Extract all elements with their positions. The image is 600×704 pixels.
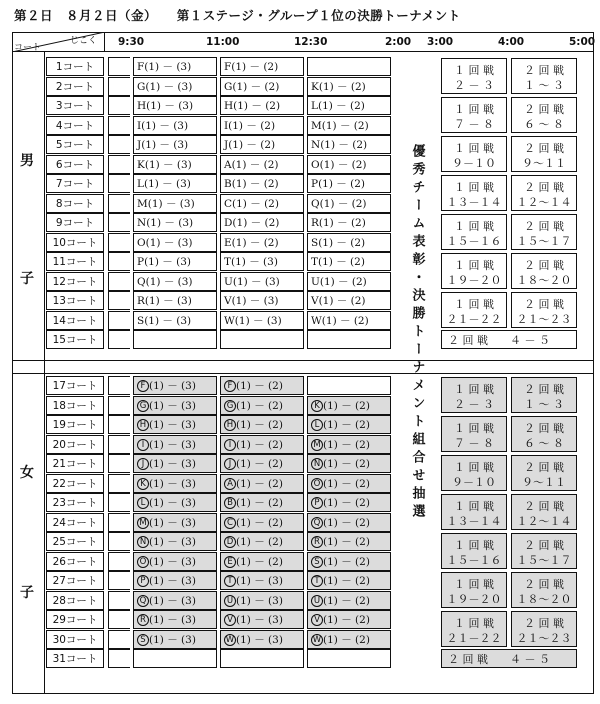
circled-group-letter: F — [224, 380, 236, 392]
slot-gutter — [108, 135, 130, 154]
slot-gutter — [108, 571, 130, 590]
match-cell: A(1) － (2) — [220, 155, 304, 174]
match-cell: I(1) － (3) — [133, 116, 217, 135]
match-score: (1) － (2) — [236, 380, 283, 392]
match-cell — [220, 630, 304, 649]
match-cell — [220, 376, 304, 395]
second-round-box: ２ 回 戦 ６ ～ ８ — [511, 416, 577, 452]
first-round-box: １ 回 戦 ７ － ８ — [441, 97, 507, 133]
circled-group-letter: O — [311, 478, 323, 490]
circled-group-letter: G — [224, 400, 236, 412]
circled-group-letter: H — [224, 419, 236, 431]
match-cell: K(1) － (3) — [133, 155, 217, 174]
match-score: (1) － (2) — [236, 419, 283, 431]
match-cell: U(1) － (2) — [307, 272, 391, 291]
circled-group-letter: A — [224, 478, 236, 490]
circled-group-letter: F — [137, 380, 149, 392]
match-score: (1) － (2) — [323, 458, 370, 470]
circled-group-letter: U — [224, 595, 236, 607]
court-label: 9コート — [46, 213, 104, 232]
match-cell: R(1) － (3) — [133, 291, 217, 310]
match-cell: N(1) － (2) — [307, 135, 391, 154]
second-round-box: ２ 回 戦 ９～１１ — [511, 455, 577, 491]
slot-gutter — [108, 513, 130, 532]
match-cell: M(1) － (3) — [133, 194, 217, 213]
circled-group-letter: E — [224, 556, 236, 568]
court-label: 8コート — [46, 194, 104, 213]
match-cell — [220, 396, 304, 415]
match-cell — [133, 493, 217, 512]
match-score: (1) － (2) — [236, 497, 283, 509]
circled-group-letter: B — [224, 497, 236, 509]
match-cell — [307, 649, 391, 668]
match-score: (1) － (2) — [236, 477, 283, 490]
match-cell — [133, 435, 217, 454]
match-score: (1) － (2) — [236, 536, 283, 548]
match-cell — [220, 415, 304, 434]
court-header-label: コート — [14, 43, 42, 53]
match-cell — [133, 532, 217, 551]
circled-group-letter: D — [224, 536, 236, 548]
match-cell — [133, 552, 217, 571]
first-round-box: １ 回 戦 １５－１６ — [441, 533, 507, 569]
girls-label: 子 — [20, 585, 34, 601]
match-score: (1) － (3) — [236, 614, 283, 626]
match-cell — [220, 571, 304, 590]
match-score: (1) － (2) — [236, 516, 283, 529]
circled-group-letter: P — [311, 497, 323, 509]
slot-gutter — [108, 552, 130, 571]
match-cell: W(1) － (3) — [220, 311, 304, 330]
match-cell: L(1) － (3) — [133, 174, 217, 193]
second-round-box: ２ 回 戦 ２１～２３ — [511, 292, 577, 328]
match-cell — [307, 415, 391, 434]
court-label: 29コート — [46, 610, 104, 629]
court-label: 1コート — [46, 57, 104, 76]
slot-gutter — [108, 252, 130, 271]
first-round-box: １ 回 戦 ９－１０ — [441, 455, 507, 491]
match-cell: G(1) － (3) — [133, 77, 217, 96]
court-label: 26コート — [46, 552, 104, 571]
match-cell — [133, 649, 217, 668]
first-round-box: １ 回 戦 １５－１６ — [441, 214, 507, 250]
match-cell: W(1) － (2) — [307, 311, 391, 330]
match-score: (1) － (3) — [149, 575, 196, 587]
match-cell: B(1) － (2) — [220, 174, 304, 193]
court-label: 13コート — [46, 291, 104, 310]
time-label: 2:00 — [385, 36, 412, 48]
girls-label: 女 — [20, 465, 34, 481]
court-label: 30コート — [46, 630, 104, 649]
match-score: (1) － (3) — [149, 594, 196, 607]
slot-gutter — [108, 376, 130, 395]
match-score: (1) － (2) — [323, 419, 370, 431]
circled-group-letter: H — [137, 419, 149, 431]
circled-group-letter: L — [311, 419, 323, 431]
match-score: (1) － (2) — [323, 594, 370, 607]
slot-gutter — [108, 291, 130, 310]
match-cell: O(1) － (3) — [133, 233, 217, 252]
match-cell — [220, 552, 304, 571]
slot-gutter — [108, 116, 130, 135]
match-score: (1) － (3) — [149, 536, 196, 548]
court-label: 21コート — [46, 454, 104, 473]
match-score: (1) － (2) — [323, 399, 370, 412]
time-label: 11:00 — [206, 36, 240, 48]
circled-group-letter: U — [311, 595, 323, 607]
slot-gutter — [108, 591, 130, 610]
match-cell — [133, 571, 217, 590]
match-cell: J(1) － (2) — [220, 135, 304, 154]
match-cell: H(1) － (2) — [220, 96, 304, 115]
time-label: 9:30 — [118, 36, 145, 48]
slot-gutter — [108, 435, 130, 454]
match-score: (1) － (3) — [149, 516, 196, 529]
slot-gutter — [108, 213, 130, 232]
circled-group-letter: T — [224, 575, 236, 587]
court-label: 19コート — [46, 415, 104, 434]
girls-final-box: ２ 回 戦 ４ － ５ — [441, 649, 577, 668]
court-label: 27コート — [46, 571, 104, 590]
first-round-box: １ 回 戦 ７ － ８ — [441, 416, 507, 452]
match-cell: H(1) － (3) — [133, 96, 217, 115]
court-label: 11コート — [46, 252, 104, 271]
match-cell: L(1) － (2) — [307, 96, 391, 115]
match-cell — [307, 552, 391, 571]
match-score: (1) － (2) — [323, 575, 370, 587]
match-cell: R(1) － (2) — [307, 213, 391, 232]
circled-group-letter: Q — [137, 595, 149, 607]
slot-gutter — [108, 174, 130, 193]
circled-group-letter: P — [137, 575, 149, 587]
circled-group-letter: N — [311, 458, 323, 470]
match-cell: F(1) － (3) — [133, 57, 217, 76]
slot-gutter — [108, 649, 130, 668]
court-label: 24コート — [46, 513, 104, 532]
match-cell — [307, 513, 391, 532]
first-round-box: １ 回 戦 １３－１４ — [441, 494, 507, 530]
match-score: (1) － (2) — [323, 477, 370, 490]
match-score: (1) － (3) — [149, 633, 196, 646]
match-score: (1) － (3) — [149, 438, 196, 451]
match-cell — [133, 330, 217, 349]
court-label: 20コート — [46, 435, 104, 454]
circled-group-letter: I — [224, 439, 236, 451]
match-cell — [220, 493, 304, 512]
slot-gutter — [108, 610, 130, 629]
slot-gutter — [108, 630, 130, 649]
court-label: 28コート — [46, 591, 104, 610]
circled-group-letter: R — [311, 536, 323, 548]
slot-gutter — [108, 272, 130, 291]
match-cell: F(1) － (2) — [220, 57, 304, 76]
circled-group-letter: T — [311, 575, 323, 587]
match-cell: M(1) － (2) — [307, 116, 391, 135]
court-label: 25コート — [46, 532, 104, 551]
court-label: 12コート — [46, 272, 104, 291]
second-round-box: ２ 回 戦 １２～１４ — [511, 175, 577, 211]
second-round-box: ２ 回 戦 ６ ～ ８ — [511, 97, 577, 133]
gender-column-divider — [44, 52, 45, 694]
match-score: (1) － (3) — [149, 614, 196, 626]
match-cell — [133, 591, 217, 610]
court-label: 4コート — [46, 116, 104, 135]
slot-gutter — [108, 96, 130, 115]
match-cell — [307, 630, 391, 649]
court-label: 5コート — [46, 135, 104, 154]
match-cell — [307, 532, 391, 551]
match-score: (1) － (3) — [236, 594, 283, 607]
slot-gutter — [108, 233, 130, 252]
match-cell: S(1) － (3) — [133, 311, 217, 330]
match-cell — [220, 532, 304, 551]
second-round-box: ２ 回 戦 １８～２０ — [511, 253, 577, 289]
match-cell: K(1) － (2) — [307, 77, 391, 96]
slot-gutter — [108, 532, 130, 551]
match-cell: G(1) － (2) — [220, 77, 304, 96]
match-cell — [307, 330, 391, 349]
circled-group-letter: C — [224, 517, 236, 529]
court-label: 15コート — [46, 330, 104, 349]
second-round-box: ２ 回 戦 １５～１７ — [511, 214, 577, 250]
court-label: 17コート — [46, 376, 104, 395]
match-cell — [133, 474, 217, 493]
slot-gutter — [108, 330, 130, 349]
court-label: 31コート — [46, 649, 104, 668]
match-cell: V(1) － (3) — [220, 291, 304, 310]
match-score: (1) － (2) — [236, 458, 283, 470]
court-label: 22コート — [46, 474, 104, 493]
match-cell: T(1) － (3) — [220, 252, 304, 271]
match-cell — [307, 610, 391, 629]
match-cell: S(1) － (2) — [307, 233, 391, 252]
match-cell: Q(1) － (3) — [133, 272, 217, 291]
match-cell — [220, 330, 304, 349]
match-cell — [307, 57, 391, 76]
first-round-box: １ 回 戦 １９－２０ — [441, 572, 507, 608]
match-score: (1) － (2) — [323, 438, 370, 451]
time-label: 3:00 — [427, 36, 454, 48]
first-round-box: １ 回 戦 ２ － ３ — [441, 58, 507, 94]
match-score: (1) － (3) — [236, 633, 283, 646]
match-cell — [307, 474, 391, 493]
match-score: (1) － (3) — [149, 380, 196, 392]
court-label: 23コート — [46, 493, 104, 512]
circled-group-letter: K — [137, 478, 149, 490]
circled-group-letter: W — [312, 634, 322, 645]
match-cell — [133, 513, 217, 532]
circled-group-letter: S — [311, 556, 323, 568]
circled-group-letter: O — [137, 556, 149, 568]
match-score: (1) － (2) — [323, 536, 370, 548]
second-round-box: ２ 回 戦 １５～１７ — [511, 533, 577, 569]
match-score: (1) － (3) — [149, 399, 196, 412]
circled-group-letter: J — [137, 458, 149, 470]
court-label: 14コート — [46, 311, 104, 330]
match-score: (1) － (2) — [323, 633, 370, 646]
match-cell: T(1) － (2) — [307, 252, 391, 271]
time-header-label: じこく — [70, 36, 98, 46]
match-cell: N(1) － (3) — [133, 213, 217, 232]
second-round-box: ２ 回 戦 １ ～ ３ — [511, 58, 577, 94]
match-cell — [307, 435, 391, 454]
header-bottom-line — [12, 51, 594, 52]
match-score: (1) － (2) — [236, 399, 283, 412]
time-label: 12:30 — [294, 36, 328, 48]
match-cell — [307, 493, 391, 512]
match-cell — [220, 513, 304, 532]
circled-group-letter: N — [137, 536, 149, 548]
first-round-box: １ 回 戦 ２１－２２ — [441, 611, 507, 647]
slot-gutter — [108, 493, 130, 512]
second-round-box: ２ 回 戦 １２～１４ — [511, 494, 577, 530]
court-label: 6コート — [46, 155, 104, 174]
circled-group-letter: L — [137, 497, 149, 509]
match-cell — [307, 591, 391, 610]
first-round-box: １ 回 戦 ２１－２２ — [441, 292, 507, 328]
match-cell — [133, 415, 217, 434]
first-round-box: １ 回 戦 １３－１４ — [441, 175, 507, 211]
section-divider — [12, 360, 594, 374]
court-label: 3コート — [46, 96, 104, 115]
circled-group-letter: S — [137, 634, 149, 646]
match-cell: P(1) － (3) — [133, 252, 217, 271]
slot-gutter — [108, 155, 130, 174]
match-cell — [133, 396, 217, 415]
circled-group-letter: J — [224, 458, 236, 470]
second-round-box: ２ 回 戦 １８～２０ — [511, 572, 577, 608]
match-cell: D(1) － (2) — [220, 213, 304, 232]
match-cell — [133, 454, 217, 473]
circled-group-letter: V — [311, 614, 323, 626]
match-cell — [220, 610, 304, 629]
match-cell — [307, 571, 391, 590]
circled-group-letter: R — [137, 614, 149, 626]
court-label: 2コート — [46, 77, 104, 96]
match-cell: P(1) － (2) — [307, 174, 391, 193]
page-title: 第２日 ８月２日（金） 第１ステージ・グループ１位の決勝トーナメント — [14, 8, 461, 23]
first-round-box: １ 回 戦 １９－２０ — [441, 253, 507, 289]
match-score: (1) － (2) — [323, 614, 370, 626]
boys-label: 子 — [20, 271, 34, 287]
first-round-box: １ 回 戦 ２ － ３ — [441, 377, 507, 413]
match-score: (1) － (3) — [149, 555, 196, 568]
slot-gutter — [108, 396, 130, 415]
match-cell — [307, 396, 391, 415]
boys-label: 男 — [20, 153, 34, 169]
time-label: 4:00 — [498, 36, 525, 48]
time-label: 5:00 — [569, 36, 596, 48]
court-label: 7コート — [46, 174, 104, 193]
match-cell — [220, 454, 304, 473]
match-cell — [307, 454, 391, 473]
boys-final-box: ２ 回 戦 ４ － ５ — [441, 330, 577, 349]
match-cell: J(1) － (3) — [133, 135, 217, 154]
match-cell — [220, 649, 304, 668]
slot-gutter — [108, 474, 130, 493]
circled-group-letter: K — [311, 400, 323, 412]
circled-group-letter: M — [311, 439, 323, 451]
match-cell: E(1) － (2) — [220, 233, 304, 252]
circled-group-letter: V — [224, 614, 236, 626]
match-score: (1) － (3) — [149, 419, 196, 431]
slot-gutter — [108, 454, 130, 473]
slot-gutter — [108, 57, 130, 76]
first-round-box: １ 回 戦 ９－１０ — [441, 136, 507, 172]
match-cell — [220, 435, 304, 454]
slot-gutter — [108, 311, 130, 330]
second-round-box: ２ 回 戦 ２１～２３ — [511, 611, 577, 647]
circled-group-letter: M — [137, 517, 149, 529]
circled-group-letter: W — [225, 634, 235, 645]
match-cell — [133, 376, 217, 395]
match-cell — [220, 591, 304, 610]
match-score: (1) － (3) — [149, 477, 196, 490]
second-round-box: ２ 回 戦 １ ～ ３ — [511, 377, 577, 413]
match-score: (1) － (3) — [149, 458, 196, 470]
match-cell — [133, 630, 217, 649]
slot-gutter — [108, 415, 130, 434]
slot-gutter — [108, 194, 130, 213]
match-score: (1) － (2) — [323, 497, 370, 509]
match-cell: Q(1) － (2) — [307, 194, 391, 213]
match-score: (1) － (2) — [323, 516, 370, 529]
match-score: (1) － (2) — [323, 555, 370, 568]
circled-group-letter: Q — [311, 517, 323, 529]
circled-group-letter: G — [137, 400, 149, 412]
match-score: (1) － (2) — [236, 438, 283, 451]
match-cell: C(1) － (2) — [220, 194, 304, 213]
court-label: 10コート — [46, 233, 104, 252]
match-score: (1) － (3) — [149, 497, 196, 509]
match-cell — [307, 376, 391, 395]
center-event-text: 優秀チーム表彰・決勝トーナメント組合せ抽選 — [409, 144, 425, 522]
match-cell: V(1) － (2) — [307, 291, 391, 310]
match-cell: O(1) － (2) — [307, 155, 391, 174]
second-round-box: ２ 回 戦 ９～１１ — [511, 136, 577, 172]
match-cell — [220, 474, 304, 493]
match-score: (1) － (2) — [236, 555, 283, 568]
match-cell — [133, 610, 217, 629]
match-cell: I(1) － (2) — [220, 116, 304, 135]
match-cell: U(1) － (3) — [220, 272, 304, 291]
court-label: 18コート — [46, 396, 104, 415]
circled-group-letter: I — [137, 439, 149, 451]
match-score: (1) － (3) — [236, 575, 283, 587]
slot-gutter — [108, 77, 130, 96]
